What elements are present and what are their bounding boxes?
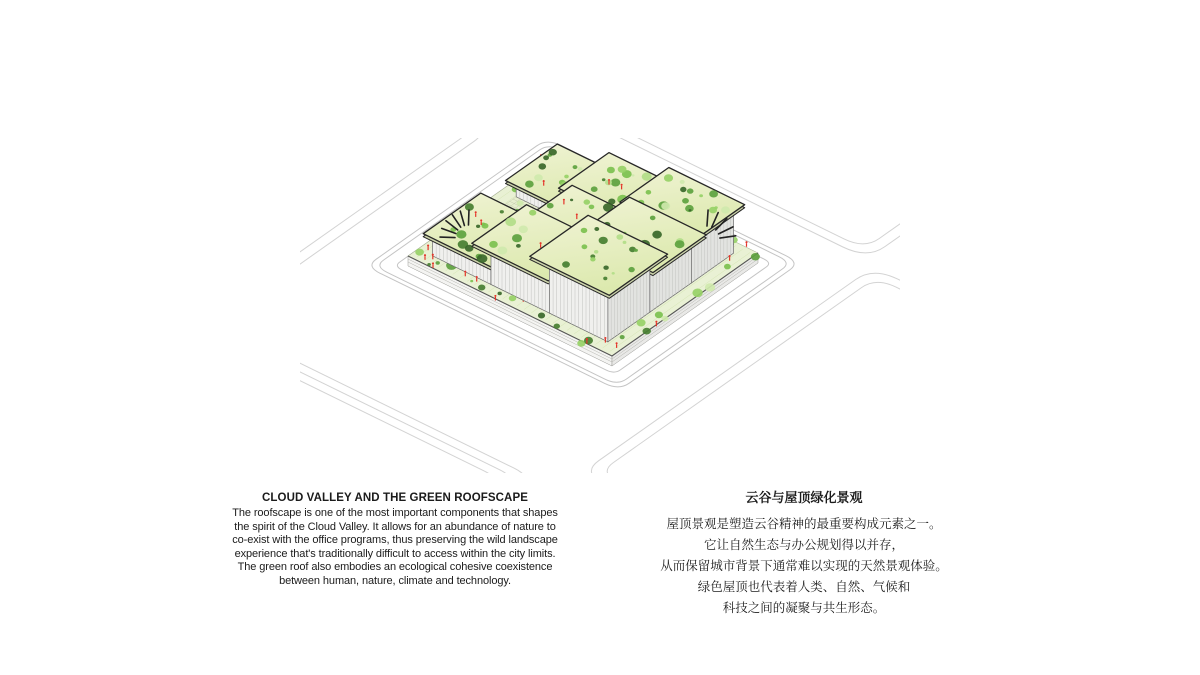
tree [618, 166, 627, 173]
tree [634, 249, 638, 252]
tree [603, 266, 608, 270]
tree [680, 187, 686, 192]
tree [578, 167, 583, 171]
caption-line: 科技之间的凝聚与共生形态。 [722, 601, 886, 615]
tree [489, 241, 498, 248]
tree [543, 155, 549, 160]
caption-line: The roofscape is one of the most important components that shapes [232, 507, 558, 519]
tree [611, 179, 621, 187]
tree [517, 200, 524, 206]
tree [547, 203, 554, 209]
tree [616, 234, 623, 240]
tree [509, 295, 516, 301]
tree [599, 237, 608, 244]
tree [562, 261, 570, 267]
tree [525, 181, 534, 188]
caption-line: The green roof also embodies an ecological cohesive coexistence [237, 561, 553, 574]
tree [564, 175, 569, 179]
tree [637, 319, 646, 326]
tree [456, 230, 466, 238]
caption-line: 它让自然生态与办公规划得以并存， [703, 538, 904, 552]
tree [650, 216, 656, 221]
tree [477, 254, 488, 263]
tree [498, 292, 502, 296]
tree [662, 316, 669, 322]
caption-chinese-body [645, 514, 963, 619]
caption-chinese [645, 487, 963, 619]
tree [534, 174, 543, 181]
tree [589, 205, 595, 210]
tree [680, 180, 685, 184]
tree [655, 312, 663, 319]
tree [529, 210, 536, 216]
tree [498, 247, 508, 255]
tree [582, 244, 588, 249]
caption-line: 屋顶景观是塑造云谷精神的最重要构成元素之一。 [666, 517, 942, 531]
caption-english [185, 492, 605, 589]
tree [642, 173, 652, 181]
cloud-valley-diagram [300, 138, 900, 473]
tree [594, 227, 599, 231]
tree [500, 210, 504, 213]
tree [646, 190, 652, 195]
tree [590, 257, 595, 261]
tree [612, 272, 615, 275]
tree [539, 163, 547, 169]
caption-chinese-title: 云谷与屋顶绿化景观 [745, 490, 863, 505]
tree [512, 234, 522, 242]
caption-english-title: CLOUD VALLEY AND THE GREEN ROOFSCAPE [262, 492, 528, 504]
building-cluster [423, 144, 745, 342]
tree [470, 280, 473, 282]
tree [584, 199, 591, 204]
tree [705, 283, 715, 291]
tree [652, 231, 662, 239]
tree [415, 249, 424, 256]
tree [538, 313, 545, 319]
tree [724, 264, 731, 270]
caption-line: 从而保留城市背景下通常难以实现的天然景观体验。 [660, 559, 948, 573]
tree [628, 267, 634, 272]
tree [584, 337, 593, 344]
tree [721, 206, 730, 213]
tree [591, 186, 598, 192]
tree [623, 241, 627, 244]
tree [573, 165, 578, 169]
tree [661, 202, 670, 209]
tree [675, 240, 685, 248]
tree [603, 277, 607, 281]
tree [594, 250, 598, 254]
tree [709, 190, 718, 197]
tree [554, 324, 560, 329]
tree [620, 335, 625, 339]
tree [643, 328, 651, 335]
tree [699, 194, 703, 197]
tree [570, 199, 573, 202]
tree [687, 188, 694, 193]
caption-line: 绿色屋顶也代表着人类、自然、气候和 [697, 580, 911, 594]
tree [689, 209, 692, 211]
tree [602, 178, 606, 181]
tree [664, 174, 673, 181]
isometric-site-illustration [300, 138, 900, 473]
tree [751, 253, 760, 260]
tree [516, 244, 521, 248]
tree [607, 167, 615, 174]
tree [549, 149, 557, 156]
tree [478, 285, 485, 291]
tree [692, 289, 702, 298]
tree [581, 228, 588, 233]
tree [427, 263, 431, 266]
person-figure [745, 241, 747, 247]
caption-line: co-exist with the office programs, thus preserving the wild landscape [232, 534, 558, 547]
tree [476, 225, 480, 228]
tree [505, 217, 516, 226]
tree [436, 261, 440, 265]
caption-line: the spirit of the Cloud Valley. It allows for an abundance of nature to [234, 520, 556, 533]
tree [519, 226, 528, 234]
tree [682, 198, 689, 204]
tree [632, 174, 635, 176]
caption-english-body [185, 507, 605, 589]
tree [482, 223, 489, 229]
caption-line: between human, nature, climate and technology. [279, 574, 511, 587]
caption-line: experience that's traditionally difficult to access within the city limits. [234, 547, 556, 560]
tree [709, 207, 717, 214]
